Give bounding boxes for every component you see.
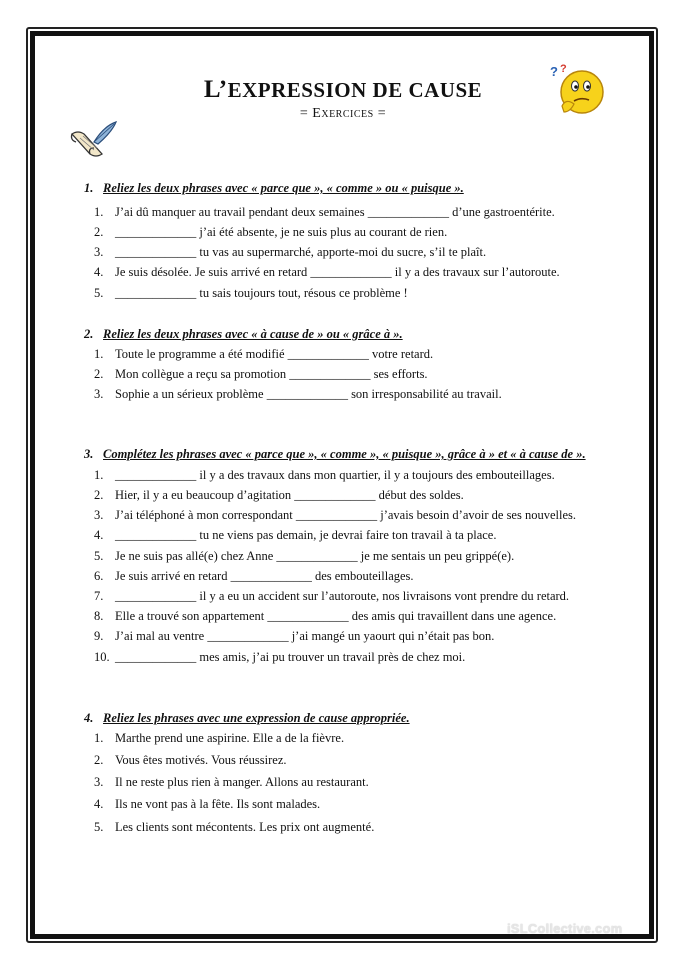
section-number: 4. [84, 711, 94, 725]
thinking-smiley-icon [548, 62, 610, 125]
item-text: Sophie a un sérieux problème _____________ son irresponsabilité au travail. [115, 387, 502, 401]
item-text: J’ai dû manquer au travail pendant deux semaines _____________ d’une gastroentérite. [115, 205, 555, 219]
item-number: 5. [94, 820, 104, 834]
section-number: 2. [84, 327, 94, 341]
item-number: 9. [94, 629, 104, 643]
item-text: Les clients sont mécontents. Les prix ont augmenté. [115, 820, 375, 834]
exercise-item [94, 609, 556, 624]
item-text: Ils ne vont pas à la fête. Ils sont malades. [115, 797, 321, 811]
exercise-item [94, 589, 569, 604]
item-text: Je ne suis pas allé(e) chez Anne _____________ je me sentais un peu grippé(e). [115, 549, 515, 563]
item-text: Mon collègue a reçu sa promotion _____________ ses efforts. [115, 367, 428, 381]
quill-scroll-icon [68, 120, 120, 165]
item-text: Je suis arrivé en retard _____________ des embouteillages. [115, 569, 414, 583]
item-number: 5. [94, 286, 104, 300]
exercise-item [94, 569, 414, 584]
instruction-text: Reliez les deux phrases avec « à cause de » ou « grâce à ». [103, 327, 403, 341]
item-text: Marthe prend une aspirine. Elle a de la fièvre. [115, 731, 345, 745]
item-number: 4. [94, 265, 104, 279]
item-text: _____________ il y a des travaux dans mon quartier, il y a toujours des embouteillages. [115, 468, 555, 482]
exercise-item [94, 775, 369, 790]
exercise-item [94, 797, 320, 812]
instruction-text: Reliez les deux phrases avec « parce que », « comme » ou « puisque ». [103, 181, 464, 195]
section-4-instruction [84, 711, 410, 726]
item-text: J’ai téléphoné à mon correspondant _____________ j’avais besoin d’avoir de ses nouvelles. [115, 508, 576, 522]
exercise-item [94, 508, 576, 523]
exercise-item [94, 731, 344, 746]
title-prefix: L’ [203, 76, 228, 103]
exercise-item [94, 468, 555, 483]
item-number: 1. [94, 468, 104, 482]
exercise-item [94, 528, 496, 543]
item-text: Il ne reste plus rien à manger. Allons au restaurant. [115, 775, 369, 789]
exercise-item [94, 549, 514, 564]
item-text: Vous êtes motivés. Vous réussirez. [115, 753, 287, 767]
item-text: _____________ j’ai été absente, je ne suis plus au courant de rien. [115, 225, 448, 239]
item-text: _____________ tu sais toujours tout, résous ce problème ! [115, 286, 408, 300]
item-number: 5. [94, 549, 104, 563]
item-number: 3. [94, 387, 104, 401]
item-text: _____________ mes amis, j’ai pu trouver un travail près de chez moi. [115, 650, 466, 664]
item-number: 2. [94, 753, 104, 767]
item-number: 2. [94, 488, 104, 502]
item-number: 2. [94, 225, 104, 239]
section-3-instruction [84, 447, 586, 462]
item-text: _____________ il y a eu un accident sur l’autoroute, nos livraisons vont prendre du retard. [115, 589, 570, 603]
exercise-item [94, 387, 502, 402]
exercise-item [94, 629, 494, 644]
exercise-item [94, 488, 464, 503]
section-2-instruction [84, 327, 403, 342]
item-number: 8. [94, 609, 104, 623]
item-number: 4. [94, 797, 104, 811]
item-text: J’ai mal au ventre _____________ j’ai mangé un yaourt qui n’était pas bon. [115, 629, 495, 643]
item-text: Elle a trouvé son appartement _____________ des amis qui travaillent dans une agence. [115, 609, 557, 623]
item-text: Toute le programme a été modifié _____________ votre retard. [115, 347, 434, 361]
svg-text:?: ? [550, 64, 558, 79]
title-main: EXPRESSION DE CAUSE [227, 78, 483, 102]
exercise-item [94, 225, 447, 240]
section-1-instruction [84, 181, 464, 196]
item-text: _____________ tu vas au supermarché, apporte-moi du sucre, s’il te plaît. [115, 245, 487, 259]
exercise-item [94, 367, 428, 382]
item-text: _____________ tu ne viens pas demain, je devrai faire ton travail à ta place. [115, 528, 497, 542]
instruction-text: Reliez les phrases avec une expression de cause appropriée. [103, 711, 410, 725]
item-number: 4. [94, 528, 104, 542]
section-number: 3. [84, 447, 94, 461]
exercise-item [94, 820, 374, 835]
exercise-item [94, 286, 408, 301]
exercise-item [94, 753, 287, 768]
page-subtitle: = Exercices = [299, 106, 387, 121]
instruction-text: Complétez les phrases avec « parce que », « comme », « puisque », grâce à » et « à cause de ». [103, 447, 586, 461]
item-number: 3. [94, 245, 104, 259]
item-number: 7. [94, 589, 104, 603]
item-number: 1. [94, 205, 104, 219]
item-number: 2. [94, 367, 104, 381]
item-number: 10. [94, 650, 110, 664]
svg-text:?: ? [560, 63, 567, 75]
item-number: 3. [94, 775, 104, 789]
exercise-item [94, 245, 486, 260]
section-number: 1. [84, 181, 94, 195]
exercise-item [94, 205, 555, 220]
item-text: Je suis désolée. Je suis arrivé en retard _____________ il y a des travaux sur l’autoroute. [115, 265, 560, 279]
item-number: 1. [94, 731, 104, 745]
watermark: iSLCollective.com [507, 921, 623, 936]
exercise-item [94, 347, 433, 362]
item-number: 1. [94, 347, 104, 361]
item-text: Hier, il y a eu beaucoup d’agitation _____________ début des soldes. [115, 488, 464, 502]
exercise-item [94, 265, 560, 280]
exercise-item [94, 650, 465, 665]
item-number: 3. [94, 508, 104, 522]
item-number: 6. [94, 569, 104, 583]
